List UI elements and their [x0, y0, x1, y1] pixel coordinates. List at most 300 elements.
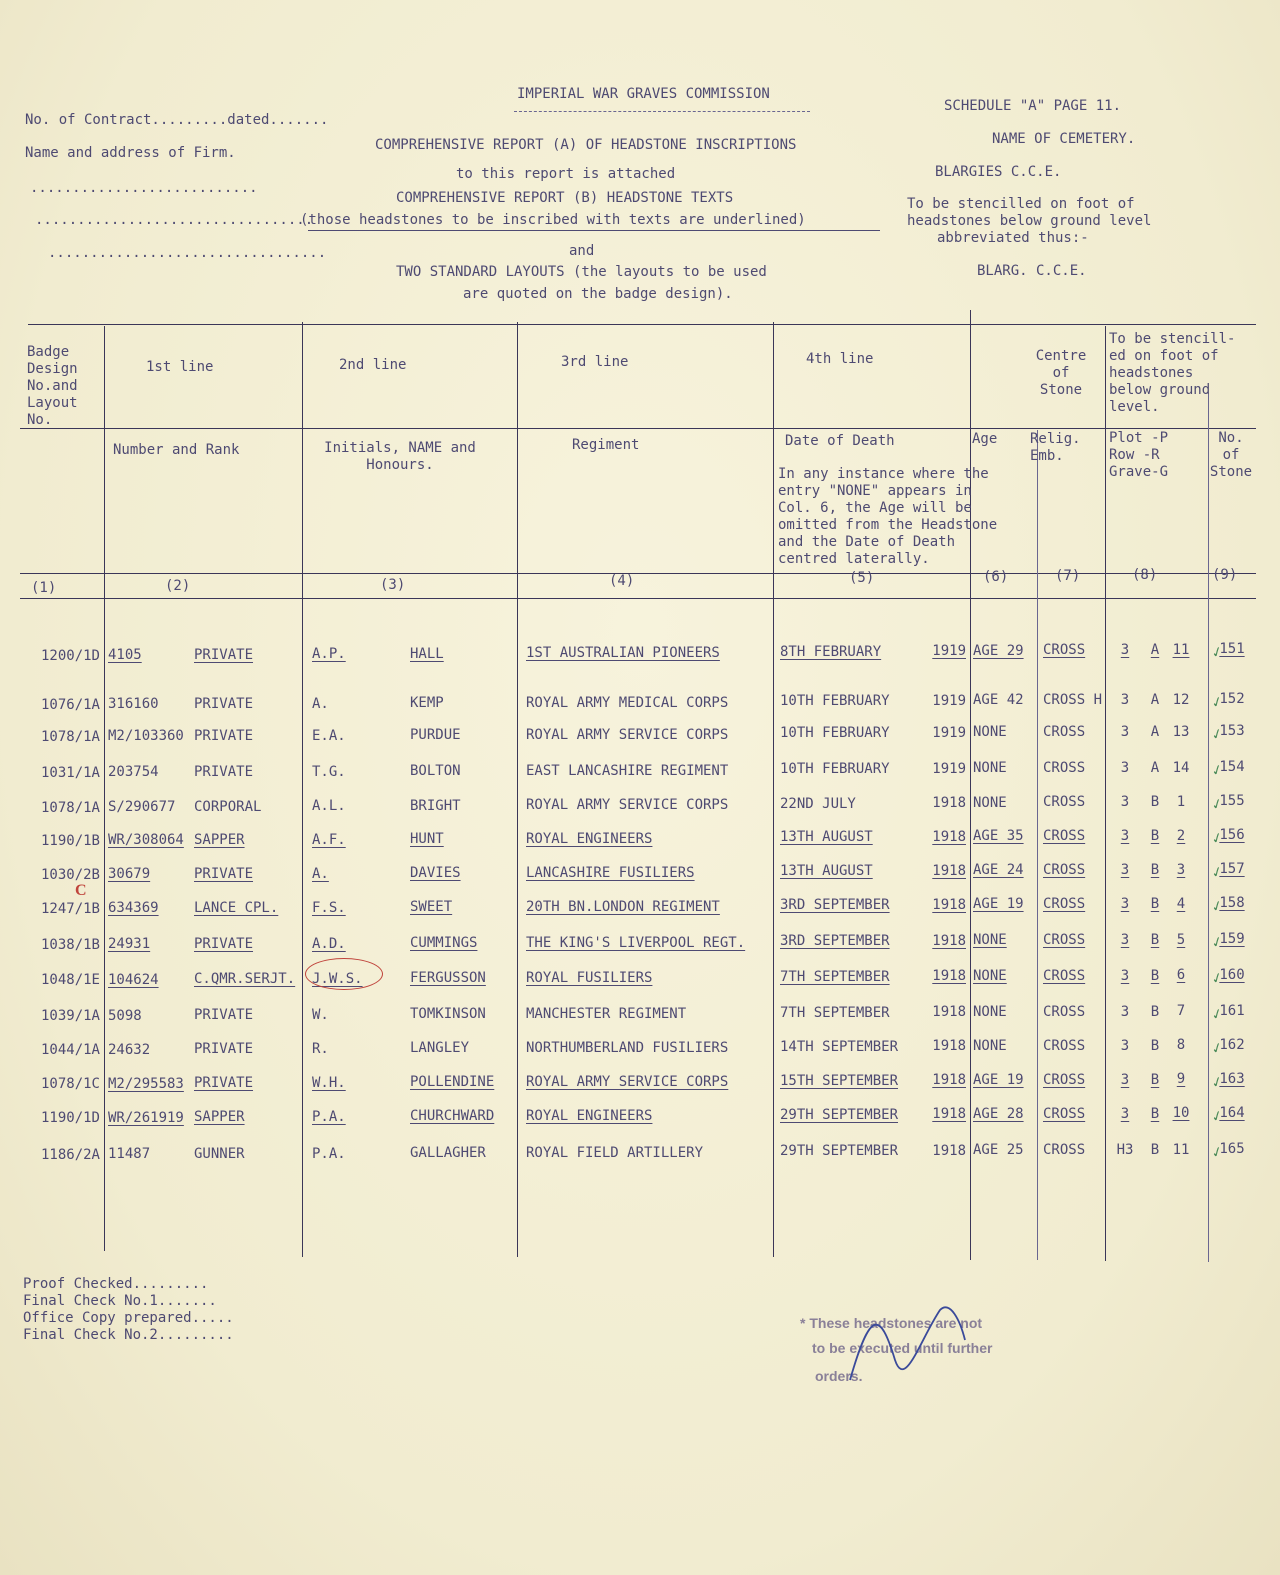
stone-cell: 161 — [1219, 1003, 1245, 1019]
date-cell: 14TH SEPTEMBER — [780, 1039, 899, 1055]
name-cell: CUMMINGS — [410, 935, 478, 951]
age-cell: AGE 42 — [973, 692, 1024, 708]
col-regiment: Regiment — [572, 437, 640, 453]
plot-cell: 3 — [1120, 724, 1130, 740]
age-cell: NONE — [973, 1004, 1007, 1020]
green-check-icon: ✓ — [1209, 792, 1225, 815]
regiment-cell: ROYAL ENGINEERS — [526, 831, 653, 847]
badge-cell: 1030/2B — [40, 867, 100, 883]
regiment-cell: ROYAL ENGINEERS — [526, 1108, 653, 1124]
stone-cell: 155 — [1219, 793, 1245, 809]
final-check-2: Final Check No.2......... — [23, 1327, 234, 1343]
col-date-of-death: Date of Death — [785, 433, 895, 449]
row-cell: B — [1150, 794, 1160, 810]
row-cell: B — [1150, 1142, 1160, 1158]
grave-cell: 3 — [1176, 862, 1186, 878]
name-cell: POLLENDINE — [410, 1074, 495, 1090]
year-cell: 1918 — [932, 933, 966, 949]
rank-cell: SAPPER — [194, 832, 245, 848]
office-copy: Office Copy prepared..... — [23, 1310, 234, 1326]
year-cell: 1919 — [932, 693, 966, 709]
rank-cell: SAPPER — [194, 1109, 245, 1125]
table-row — [0, 1002, 1280, 1024]
table-row — [0, 1104, 1280, 1126]
date-cell: 10TH FEBRUARY — [780, 725, 890, 741]
badge-cell: 1200/1D — [40, 648, 100, 664]
date-cell: 13TH AUGUST — [780, 829, 873, 845]
age-cell: NONE — [973, 932, 1007, 948]
initials-cell: P.A. — [312, 1146, 346, 1162]
regiment-cell: ROYAL ARMY SERVICE CORPS — [526, 1074, 729, 1090]
blue-scribble-mark — [840, 1300, 980, 1390]
stone-cell: 162 — [1219, 1037, 1245, 1053]
name-cell: SWEET — [410, 899, 453, 915]
plot-cell: 3 — [1120, 760, 1130, 776]
date-cell: 3RD SEPTEMBER — [780, 933, 890, 949]
cemetery-label: NAME OF CEMETERY. — [992, 131, 1136, 147]
badge-cell: 1190/1D — [40, 1110, 100, 1126]
age-cell: NONE — [973, 795, 1007, 811]
stamp-line-2: to be executed until further — [812, 1340, 993, 1356]
table-row — [0, 640, 1280, 662]
plot-cell: 3 — [1120, 862, 1130, 878]
report-a: COMPREHENSIVE REPORT (A) OF HEADSTONE INSCRIPTIONS — [375, 137, 797, 153]
badge-cell: 1186/2A — [40, 1147, 100, 1163]
age-cell: NONE — [973, 1038, 1007, 1054]
rank-cell: CORPORAL — [194, 799, 262, 815]
number-cell: 634369 — [108, 900, 159, 916]
red-c-annotation: C — [75, 882, 87, 899]
row-cell: B — [1150, 828, 1160, 844]
number-cell: M2/295583 — [108, 1076, 184, 1092]
col-num-8: (8) — [1132, 567, 1158, 583]
green-check-icon: ✓ — [1209, 930, 1225, 953]
schedule-page: SCHEDULE "A" PAGE 11. — [944, 98, 1122, 114]
texts-note-underline — [308, 230, 880, 231]
plot-cell: 3 — [1120, 1106, 1130, 1122]
grave-cell: 1 — [1176, 794, 1186, 810]
contract-line: No. of Contract.........dated....... — [25, 112, 329, 128]
name-cell: LANGLEY — [410, 1040, 470, 1056]
green-check-icon: ✓ — [1209, 1104, 1225, 1127]
col-age: Age — [972, 431, 998, 447]
table-top-rule — [28, 324, 1256, 325]
number-cell: 316160 — [108, 696, 159, 712]
green-check-icon: ✓ — [1209, 722, 1225, 745]
name-cell: KEMP — [410, 695, 444, 711]
initials-cell: T.G. — [312, 764, 346, 780]
badge-cell: 1247/1B — [40, 901, 100, 917]
name-cell: DAVIES — [410, 865, 461, 881]
date-cell: 8TH FEBRUARY — [780, 644, 882, 660]
grave-cell: 5 — [1176, 932, 1186, 948]
grave-cell: 4 — [1176, 896, 1186, 912]
number-cell: 203754 — [108, 764, 159, 780]
regiment-cell: EAST LANCASHIRE REGIMENT — [526, 763, 729, 779]
col-centre-header: Centre of Stone — [1035, 348, 1087, 398]
rank-cell: PRIVATE — [194, 1075, 254, 1091]
emblem-cell: CROSS — [1043, 1106, 1086, 1122]
plot-cell: 3 — [1120, 1038, 1130, 1054]
date-cell: 15TH SEPTEMBER — [780, 1073, 899, 1089]
date-cell: 3RD SEPTEMBER — [780, 897, 890, 913]
regiment-cell: NORTHUMBERLAND FUSILIERS — [526, 1040, 729, 1056]
emblem-cell: CROSS — [1043, 968, 1086, 984]
row-cell: B — [1150, 1072, 1160, 1088]
stone-cell: 158 — [1219, 895, 1245, 911]
name-cell: GALLAGHER — [410, 1145, 486, 1161]
col-num-5: (5) — [849, 570, 875, 586]
proof-checked: Proof Checked......... — [23, 1276, 209, 1292]
grave-cell: 10 — [1172, 1105, 1190, 1121]
number-cell: 30679 — [108, 866, 151, 882]
row-cell: B — [1150, 1038, 1160, 1054]
name-cell: BOLTON — [410, 763, 461, 779]
date-cell: 10TH FEBRUARY — [780, 761, 890, 777]
col-num-3: (3) — [380, 577, 406, 593]
name-cell: HALL — [410, 646, 444, 662]
green-check-icon: ✓ — [1209, 758, 1225, 781]
plot-cell: 3 — [1120, 1072, 1130, 1088]
rank-cell: PRIVATE — [194, 936, 254, 952]
row-cell: B — [1150, 932, 1160, 948]
texts-note: (those headstones to be inscribed with texts are underlined) — [300, 212, 806, 228]
table-row — [0, 860, 1280, 882]
initials-cell: A. — [312, 696, 329, 712]
plot-cell: 3 — [1120, 828, 1130, 844]
emblem-cell: CROSS — [1043, 896, 1086, 912]
badge-cell: 1076/1A — [40, 697, 100, 713]
table-row — [0, 894, 1280, 916]
initials-cell: R. — [312, 1041, 329, 1057]
grave-cell: 12 — [1172, 692, 1190, 708]
rank-cell: PRIVATE — [194, 1041, 254, 1057]
name-cell: HUNT — [410, 831, 444, 847]
plot-cell: 3 — [1120, 932, 1130, 948]
grave-cell: 2 — [1176, 828, 1186, 844]
firm-dots-3: ................................. — [48, 245, 327, 261]
regiment-cell: 20TH BN.LONDON REGIMENT — [526, 899, 720, 915]
number-cell: 5098 — [108, 1008, 142, 1024]
name-cell: PURDUE — [410, 727, 461, 743]
badge-cell: 1190/1B — [40, 833, 100, 849]
rank-cell: PRIVATE — [194, 764, 254, 780]
initials-cell: A.L. — [312, 798, 346, 814]
green-check-icon: ✓ — [1209, 826, 1225, 849]
row-cell: B — [1150, 968, 1160, 984]
table-numbers-rule-bottom — [20, 598, 1256, 599]
green-check-icon: ✓ — [1209, 640, 1225, 663]
emblem-cell: CROSS — [1043, 724, 1086, 740]
age-cell: NONE — [973, 724, 1007, 740]
year-cell: 1918 — [932, 795, 966, 811]
age-cell: NONE — [973, 968, 1007, 984]
stone-cell: 151 — [1219, 641, 1245, 657]
final-check-1: Final Check No.1....... — [23, 1293, 217, 1309]
year-cell: 1918 — [932, 897, 966, 913]
emblem-cell: CROSS — [1043, 1142, 1086, 1158]
layouts-line-1: TWO STANDARD LAYOUTS (the layouts to be used — [396, 264, 767, 280]
age-cell: AGE 35 — [973, 828, 1024, 844]
org-title: IMPERIAL WAR GRAVES COMMISSION — [517, 86, 770, 102]
red-circle-annotation — [305, 958, 383, 990]
emblem-cell: CROSS — [1043, 1072, 1086, 1088]
initials-cell: A. — [312, 866, 329, 882]
number-cell: M2/103360 — [108, 728, 184, 744]
rank-cell: LANCE CPL. — [194, 900, 279, 916]
green-check-icon: ✓ — [1209, 860, 1225, 883]
year-cell: 1919 — [932, 761, 966, 777]
year-cell: 1918 — [932, 968, 966, 984]
emblem-cell: CROSS — [1043, 828, 1086, 844]
row-cell: B — [1150, 1004, 1160, 1020]
col-line4-header: 4th line — [806, 351, 874, 367]
green-check-icon: ✓ — [1209, 1002, 1225, 1025]
firm-label: Name and address of Firm. — [25, 145, 236, 161]
badge-cell: 1078/1C — [40, 1076, 100, 1092]
col-number-of-stone: No. of Stone — [1209, 430, 1253, 480]
col-num-9: (9) — [1212, 567, 1238, 583]
initials-cell: P.A. — [312, 1109, 346, 1125]
plot-cell: 3 — [1120, 1004, 1130, 1020]
table-row — [0, 792, 1280, 814]
rank-cell: GUNNER — [194, 1146, 245, 1162]
table-row — [0, 930, 1280, 952]
name-cell: BRIGHT — [410, 798, 461, 814]
table-row — [0, 966, 1280, 988]
cemetery-abbrev: BLARG. C.C.E. — [977, 263, 1087, 279]
age-cell: AGE 24 — [973, 862, 1024, 878]
age-cell: NONE — [973, 760, 1007, 776]
name-cell: TOMKINSON — [410, 1006, 486, 1022]
green-check-icon: ✓ — [1209, 1140, 1225, 1163]
col-num-2: (2) — [165, 578, 191, 594]
emblem-cell: CROSS — [1043, 1004, 1086, 1020]
table-row — [0, 1036, 1280, 1058]
green-check-icon: ✓ — [1209, 966, 1225, 989]
name-cell: CHURCHWARD — [410, 1108, 495, 1124]
plot-cell: 3 — [1120, 794, 1130, 810]
none-note: In any instance where the entry "NONE" appears in Col. 6, the Age will be omitted from the Headstone and the Date of Death centred laterally. — [778, 466, 998, 567]
row-cell: A — [1150, 692, 1160, 708]
col-initials-name: Initials, NAME and Honours. — [324, 440, 476, 473]
stone-cell: 164 — [1219, 1105, 1245, 1121]
badge-cell: 1078/1A — [40, 800, 100, 816]
cemetery-name: BLARGIES C.C.E. — [935, 164, 1062, 180]
stone-cell: 157 — [1219, 861, 1245, 877]
row-cell: B — [1150, 862, 1160, 878]
regiment-cell: 1ST AUSTRALIAN PIONEERS — [526, 645, 720, 661]
year-cell: 1918 — [932, 1143, 966, 1159]
name-cell: FERGUSSON — [410, 970, 486, 986]
year-cell: 1918 — [932, 1038, 966, 1054]
col-line1-header: 1st line — [146, 359, 214, 375]
stone-cell: 160 — [1219, 967, 1245, 983]
initials-cell: A.D. — [312, 936, 346, 952]
stone-cell: 154 — [1219, 759, 1245, 775]
grave-cell: 9 — [1176, 1071, 1186, 1087]
date-cell: 7TH SEPTEMBER — [780, 1005, 890, 1021]
age-cell: AGE 29 — [973, 643, 1024, 659]
date-cell: 7TH SEPTEMBER — [780, 969, 890, 985]
year-cell: 1919 — [932, 725, 966, 741]
firm-dots-1: ........................... — [30, 180, 258, 196]
initials-cell: W. — [312, 1007, 329, 1023]
date-cell: 13TH AUGUST — [780, 863, 873, 879]
grave-cell: 13 — [1172, 724, 1190, 740]
stencil-note-1: To be stencilled on foot of — [907, 196, 1135, 212]
badge-cell: 1031/1A — [40, 765, 100, 781]
number-cell: 24931 — [108, 936, 151, 952]
stencil-note-2: headstones below ground level — [907, 213, 1152, 229]
age-cell: AGE 19 — [973, 896, 1024, 912]
report-b: COMPREHENSIVE REPORT (B) HEADSTONE TEXTS — [396, 190, 734, 206]
regiment-cell: ROYAL ARMY MEDICAL CORPS — [526, 695, 729, 711]
table-row — [0, 1070, 1280, 1092]
date-cell: 29TH SEPTEMBER — [780, 1107, 899, 1123]
regiment-cell: ROYAL FIELD ARTILLERY — [526, 1145, 704, 1161]
stone-cell: 159 — [1219, 931, 1245, 947]
report-attached: to this report is attached — [456, 166, 676, 182]
year-cell: 1918 — [932, 1072, 966, 1088]
emblem-cell: CROSS — [1043, 862, 1086, 878]
stone-cell: 156 — [1219, 827, 1245, 843]
stencil-note-3: abbreviated thus:- — [937, 230, 1089, 246]
age-cell: AGE 19 — [973, 1072, 1024, 1088]
initials-cell: A.P. — [312, 646, 346, 662]
stone-cell: 165 — [1219, 1141, 1245, 1157]
year-cell: 1918 — [932, 1004, 966, 1020]
grave-cell: 7 — [1176, 1003, 1186, 1019]
col-num-1: (1) — [31, 580, 57, 596]
rank-cell: PRIVATE — [194, 1007, 254, 1023]
regiment-cell: ROYAL FUSILIERS — [526, 970, 653, 986]
grave-cell: 14 — [1172, 760, 1190, 776]
year-cell: 1919 — [932, 643, 966, 659]
table-row — [0, 722, 1280, 744]
badge-cell: 1038/1B — [40, 937, 100, 953]
col-line2-header: 2nd line — [339, 357, 407, 373]
number-cell: S/290677 — [108, 799, 176, 815]
stamp-line-3: orders. — [815, 1368, 863, 1384]
year-cell: 1918 — [932, 1106, 966, 1122]
plot-cell: 3 — [1120, 642, 1130, 658]
initials-cell: F.S. — [312, 900, 346, 916]
initials-cell: A.F. — [312, 832, 346, 848]
number-cell: WR/261919 — [108, 1110, 184, 1126]
green-check-icon: ✓ — [1209, 1070, 1225, 1093]
row-cell: B — [1150, 896, 1160, 912]
emblem-cell: CROSS — [1043, 1038, 1086, 1054]
regiment-cell: THE KING'S LIVERPOOL REGT. — [526, 935, 746, 951]
badge-cell: 1048/1E — [40, 972, 100, 988]
rank-cell: PRIVATE — [194, 728, 254, 744]
rank-cell: PRIVATE — [194, 696, 254, 712]
stamp-line-1: * These headstones are not — [800, 1315, 983, 1331]
plot-cell: 3 — [1120, 968, 1130, 984]
regiment-cell: ROYAL ARMY SERVICE CORPS — [526, 727, 729, 743]
number-cell: 104624 — [108, 972, 159, 988]
date-cell: 29TH SEPTEMBER — [780, 1143, 899, 1159]
year-cell: 1918 — [932, 829, 966, 845]
stone-cell: 153 — [1219, 723, 1245, 739]
plot-cell: 3 — [1120, 896, 1130, 912]
and-label: and — [569, 243, 595, 259]
grave-cell: 6 — [1176, 967, 1186, 983]
number-cell: 11487 — [108, 1146, 151, 1162]
number-cell: 4105 — [108, 647, 142, 663]
layouts-line-2: are quoted on the badge design). — [463, 286, 733, 302]
plot-cell: 3 — [1120, 692, 1130, 708]
row-cell: A — [1150, 760, 1160, 776]
col-relig-emb: Relig. Emb. — [1030, 431, 1081, 464]
col-num-7: (7) — [1055, 568, 1081, 584]
table-header-rule — [20, 428, 1256, 429]
regiment-cell: ROYAL ARMY SERVICE CORPS — [526, 797, 729, 813]
title-rule — [514, 111, 810, 112]
emblem-cell: CROSS — [1043, 760, 1086, 776]
stone-cell: 163 — [1219, 1071, 1245, 1087]
regiment-cell: MANCHESTER REGIMENT — [526, 1006, 687, 1022]
regiment-cell: LANCASHIRE FUSILIERS — [526, 865, 695, 881]
row-cell: B — [1150, 1106, 1160, 1122]
table-row — [0, 758, 1280, 780]
col-num-6: (6) — [983, 569, 1009, 585]
col-badge-header: Badge Design No.and Layout No. — [27, 344, 78, 428]
firm-dots-2: ................................. — [35, 212, 314, 228]
rank-cell: PRIVATE — [194, 647, 254, 663]
initials-cell: J.W.S. — [312, 971, 363, 987]
green-check-icon: ✓ — [1209, 1036, 1225, 1059]
plot-cell: H3 — [1116, 1142, 1134, 1158]
table-row — [0, 690, 1280, 712]
age-cell: AGE 25 — [973, 1142, 1024, 1158]
col-plot-row-grave: Plot -P Row -R Grave-G — [1109, 430, 1169, 480]
badge-cell: 1078/1A — [40, 729, 100, 745]
rank-cell: PRIVATE — [194, 866, 254, 882]
col-num-4: (4) — [609, 573, 635, 589]
emblem-cell: CROSS — [1043, 794, 1086, 810]
emblem-cell: CROSS H — [1043, 692, 1103, 708]
date-cell: 10TH FEBRUARY — [780, 693, 890, 709]
initials-cell: W.H. — [312, 1075, 346, 1091]
row-cell: A — [1150, 642, 1160, 658]
row-cell: A — [1150, 724, 1160, 740]
grave-cell: 11 — [1172, 1142, 1190, 1158]
age-cell: AGE 28 — [973, 1106, 1024, 1122]
badge-cell: 1044/1A — [40, 1042, 100, 1058]
grave-cell: 8 — [1176, 1037, 1186, 1053]
stone-cell: 152 — [1219, 691, 1245, 707]
col-line3-header: 3rd line — [561, 354, 629, 370]
emblem-cell: CROSS — [1043, 932, 1086, 948]
emblem-cell: CROSS — [1043, 642, 1086, 658]
grave-cell: 11 — [1172, 642, 1190, 658]
year-cell: 1918 — [932, 863, 966, 879]
initials-cell: E.A. — [312, 728, 346, 744]
col-number-rank: Number and Rank — [113, 442, 240, 458]
green-check-icon: ✓ — [1209, 894, 1225, 917]
rank-cell: C.QMR.SERJT. — [194, 971, 296, 987]
table-row — [0, 826, 1280, 848]
badge-cell: 1039/1A — [40, 1008, 100, 1024]
date-cell: 22ND JULY — [780, 796, 856, 812]
number-cell: 24632 — [108, 1042, 151, 1058]
table-row — [0, 1140, 1280, 1162]
green-check-icon: ✓ — [1209, 690, 1225, 713]
number-cell: WR/308064 — [108, 832, 184, 848]
col-stencil-header: To be stencill- ed on foot of headstones below ground level. — [1109, 331, 1236, 415]
